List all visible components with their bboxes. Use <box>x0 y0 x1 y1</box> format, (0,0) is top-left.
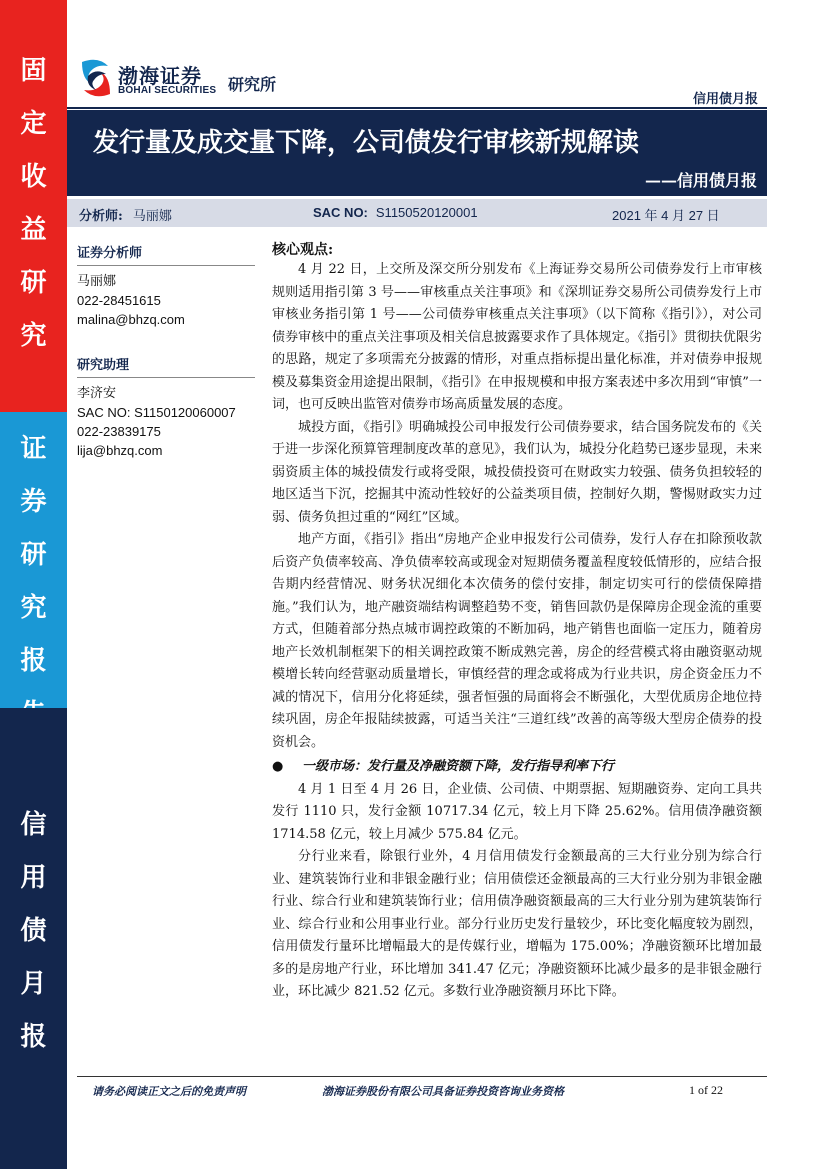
report-subtitle: ——信用债月报 <box>644 171 757 190</box>
header-divider <box>67 107 767 109</box>
paragraph: 城投方面，《指引》明确城投公司申报发行公司债券要求，结合国务院发布的《关于进一步深化预算管理制度改革的意见》，我们认为，城投分化趋势已逐步显现，未来弱资质主体的城投债发行或将受限，城投债投资可在财政实力较强、债务负担较轻的地区适当下沉，挖掘其中流动性较好的公益类项目债，控制好久期，警惕财政实力过弱、债务负担过重的“网红”区域。 <box>272 419 762 525</box>
report-date: 2021 年 4 月 27 日 <box>612 208 720 223</box>
side-band-char: 究 <box>20 321 47 351</box>
side-band-char: 月 <box>20 969 47 999</box>
side-band-char: 定 <box>20 109 47 139</box>
contact-phone: 022-23839175 <box>77 424 161 439</box>
analyst-label: 分析师: <box>79 209 123 224</box>
paragraph: 地产方面，《指引》指出“房地产企业申报发行公司债券，发行人存在扣除预收款后资产负债率较高、净负债率较高或现金对短期债务覆盖程度较低情形的，应结合报告期内经营情况、财务状况细化本次债务的偿付安排，制定切实可行的偿债保障措施。”我们认为，地产融资端结构调整趋势不变，销售回款仍是保障房企现金流的重要方式，但随着部分热点城市调控政策的不断加码，地产销售也面临一定压力，随着房地产长效机制框架下的相关调控政策不断成熟完善，房企的经营模式将由融资驱动规模增长转向经营驱动质量增长，审慎经营的理念或将成为行业共识，房企资金压力不减的情况下，信用分化将延续，强者恒强的局面将会不断强化，大型优质房企地位持续巩固，房企年报陆续披露，可适当关注“三道红线”改善的高等级大型房企债券的投资机会。 <box>272 532 762 750</box>
side-band-char: 究 <box>20 593 47 623</box>
page-number: 1 of 22 <box>689 1083 723 1097</box>
side-band-char: 债 <box>20 916 47 946</box>
side-band-char: 收 <box>20 162 47 192</box>
main-content <box>272 241 762 1004</box>
report-title: 发行量及成交量下降，公司债发行审核新规解读 <box>93 128 640 158</box>
side-band-char: 研 <box>20 268 47 298</box>
side-band-char: 信 <box>20 810 47 840</box>
institute-label: 研究所 <box>228 75 277 94</box>
footer-disclaimer: 请务必阅读正文之后的免责声明 <box>92 1085 246 1098</box>
analyst-name: 马丽娜 <box>132 209 172 224</box>
bullet-text: 一级市场：发行量及净融资额下降，发行指导利率下行 <box>302 759 615 774</box>
side-band-blue <box>0 412 67 708</box>
contact-email: malina@bhzq.com <box>77 312 185 327</box>
contact-sac: SAC NO: S1150120060007 <box>77 405 236 420</box>
contact-assistant <box>77 354 255 460</box>
contact-analyst <box>77 242 255 329</box>
contact-phone: 022-28451615 <box>77 293 161 308</box>
contact-heading: 研究助理 <box>77 354 255 378</box>
contact-email: lija@bhzq.com <box>77 443 163 458</box>
brand-name-en: BOHAI SECURITIES <box>118 85 217 96</box>
side-band-navy <box>0 708 67 1169</box>
analyst-info-bar <box>67 199 767 227</box>
bullet-heading <box>272 756 762 779</box>
side-band-char: 券 <box>20 487 47 517</box>
section-heading: 核心观点: <box>272 242 334 258</box>
paragraph: 4 月 1 日至 4 月 26 日，企业债、公司债、中期票据、短期融资券、定向工具共发行 1110 只，发行金额 10717.34 亿元，较上月下降 25.62%。信用债净融资额 1714.58 亿元，较上月减少 575.84 亿元。 <box>272 781 762 842</box>
side-band-char: 报 <box>20 646 47 676</box>
bullet-icon: ● <box>272 759 284 774</box>
contact-heading: 证券分析师 <box>77 242 255 266</box>
bohai-logo-icon <box>78 58 114 98</box>
side-band-char: 益 <box>20 215 47 245</box>
title-block <box>67 110 767 196</box>
contact-name: 李济安 <box>77 386 117 401</box>
side-band-char: 研 <box>20 540 47 570</box>
contact-name: 马丽娜 <box>77 274 117 289</box>
side-band-red <box>0 0 67 412</box>
report-type: 信用债月报 <box>692 92 758 107</box>
side-band-char: 用 <box>20 863 47 893</box>
paragraph: 4 月 22 日，上交所及深交所分别发布《上海证券交易所公司债券发行上市审核规则适用指引第 3 号——审核重点关注事项》和《深圳证券交易所公司债券发行上市审核业务指引第 1 号——公司债券审核重点关注事项》（以下简称《指引》），对公司债券审核中的重点关注事项及相关信息披露要求作了具体规定。《指引》贯彻扶优限劣的思路，规定了多项需充分披露的情形，对重点指标提出量化标准，并对债券申报规模及募集资金用途提出限制，《指引》在申报规模和申报方案表述中多次用到“审慎”一词，也可反映出监管对债券市场高质量发展的态度。 <box>272 262 762 412</box>
side-band-char: 证 <box>20 434 47 464</box>
sac-value: S1150520120001 <box>375 205 478 220</box>
sac-number <box>313 205 478 220</box>
paragraph: 分行业来看，除银行业外，4 月信用债发行金额最高的三大行业分别为综合行业、建筑装饰行业和非银金融行业；信用债偿还金额最高的三大行业分别为非银金融行业、综合行业和建筑装饰行业；信用债净融资额最高的三大行业分别为建筑装饰行业、综合行业和公用事业行业。部分行业历史发行量较少，环比变化幅度较为剧烈，信用债发行量环比增幅最大的是传媒行业，增幅为 175.00%；净融资额环比增加最多的是房地产行业，环比增加 341.47 亿元；净融资额环比减少最多的是非银金融行业，环比减少 821.52 亿元。多数行业净融资额月环比下降。 <box>272 849 762 999</box>
side-band-char: 报 <box>20 1022 47 1052</box>
footer-qualification: 渤海证券股份有限公司具备证券投资咨询业务资格 <box>322 1085 564 1098</box>
footer-divider <box>77 1076 767 1077</box>
sac-label: SAC NO: <box>313 205 368 220</box>
brand-name-cn: 渤海证券 <box>118 64 202 88</box>
analyst <box>79 205 172 224</box>
side-band-char: 固 <box>20 56 47 86</box>
